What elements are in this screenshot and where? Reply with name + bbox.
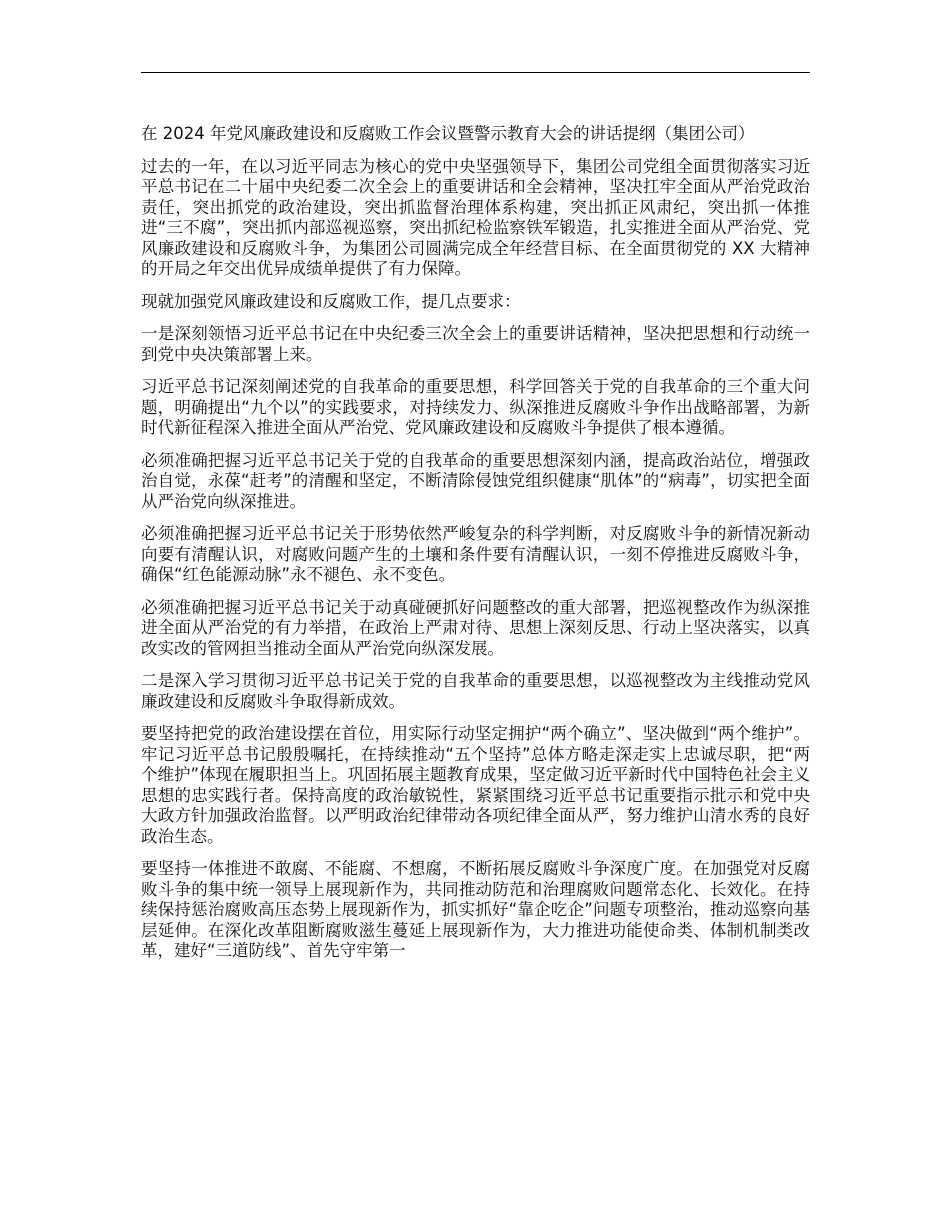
document-title: 在 2024 年党风廉政建设和反腐败工作会议暨警示教育大会的讲话提纲（集团公司） [141, 124, 755, 143]
paragraph-9: 要坚持把党的政治建设摆在首位，用实际行动坚定拥护“两个确立”、坚决做到“两个维护”。牢记习近平总书记殷殷嘱托，在持续推动“五个坚持”总体方略走深走实上忠诚尽职，把“两个维护”体现在履职担当上。巩固拓展主题教育成果，坚定做习近平新时代中国特色社会主义思想的忠实践行者。保持高度的政治敏锐性，紧紧围绕习近平总书记重要指示批示和党中央大政方针加强政治监督。以严明政治纪律带动各项纪律全面从严，努力维护山清水秀的良好政治生态。 [141, 724, 810, 846]
paragraph-2: 现就加强党风廉政建设和反腐败工作，提几点要求： [141, 291, 521, 311]
paragraph-10: 要坚持一体推进不敢腐、不能腐、不想腐，不断拓展反腐败斗争深度广度。在加强党对反腐败斗争的集中统一领导上展现新作为，共同推动防范和治理腐败问题常态化、长效化。在持续保持惩治腐败高压态势上展现新作为，抓实抓好“靠企吃企”问题专项整治，推动巡察向基层延伸。在深化改革阻断腐败滋生蔓延上展现新作为，大力推进功能使命类、体制机制类改革，建好“三道防线”、首先守牢第一 [141, 859, 810, 960]
paragraph-3: 一是深刻领悟习近平总书记在中央纪委三次全会上的重要讲话精神，坚决把思想和行动统一到党中央决策部署上来。 [141, 324, 810, 364]
paragraph-8: 二是深入学习贯彻习近平总书记关于党的自我革命的重要思想，以巡视整改为主线推动党风廉政建设和反腐败斗争取得新成效。 [141, 671, 810, 711]
paragraph-4: 习近平总书记深刻阐述党的自我革命的重要思想，科学回答关于党的自我革命的三个重大问题，明确提出“九个以”的实践要求，对持续发力、纵深推进反腐败斗争作出战略部署，为新时代新征程深入推进全面从严治党、党风廉政建设和反腐败斗争提供了根本遵循。 [141, 377, 810, 437]
paragraph-5: 必须准确把握习近平总书记关于党的自我革命的重要思想深刻内涵，提高政治站位，增强政治自觉，永葆“赶考”的清醒和坚定，不断清除侵蚀党组织健康“肌体”的“病毒”，切实把全面从严治党向纵深推进。 [141, 450, 810, 511]
paragraph-7: 必须准确把握习近平总书记关于动真碰硬抓好问题整改的重大部署，把巡视整改作为纵深推进全面从严治党的有力举措，在政治上严肃对待、思想上深刻反思、行动上坚决落实，以真改实改的管网担当推动全面从严治党向纵深发展。 [141, 597, 810, 658]
paragraph-1: 过去的一年，在以习近平同志为核心的党中央坚强领导下，集团公司党组全面贯彻落实习近平总书记在二十届中央纪委二次全会上的重要讲话和全会精神，坚决扛牢全面从严治党政治责任，突出抓党的政治建设，突出抓监督治理体系构建，突出抓正风肃纪，突出抓一体推进“三不腐”，突出抓内部巡视巡察，突出抓纪检监察铁军锻造，扎实推进全面从严治党、党风廉政建设和反腐败斗争，为集团公司圆满完成全年经营目标、在全面贯彻党的 XX 大精神的开局之年交出优异成绩单提供了有力保障。 [141, 156, 810, 278]
header-rule [141, 72, 810, 73]
paragraph-6: 必须准确把握习近平总书记关于形势依然严峻复杂的科学判断，对反腐败斗争的新情况新动向要有清醒认识，对腐败问题产生的土壤和条件要有清醒认识，一刻不停推进反腐败斗争，确保“红色能源动脉”永不褪色、永不变色。 [141, 524, 810, 584]
document-body [141, 124, 810, 974]
